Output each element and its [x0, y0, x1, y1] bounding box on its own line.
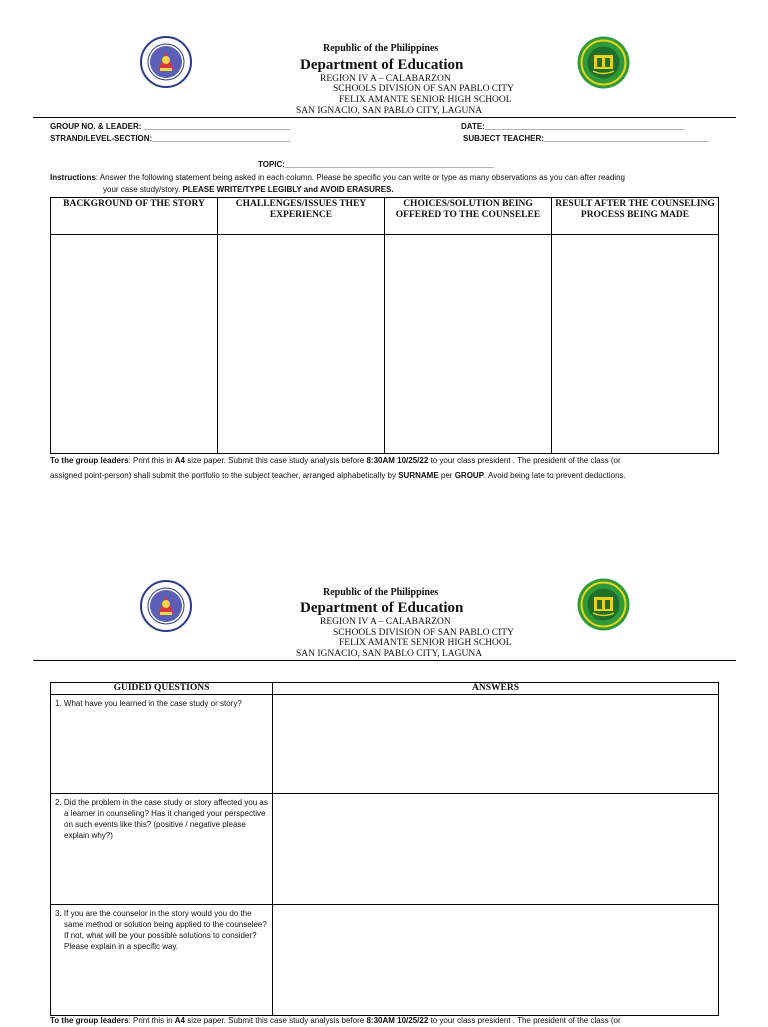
department-title: Department of Education	[300, 600, 464, 616]
question-2: 2. Did the problem in the case study or story affected you as a learner in counseling? Has it changed your perspective on such events like this? (positive / negative please explain why?)	[55, 798, 268, 840]
question-1: 1. What have you learned in the case study or story?	[55, 699, 242, 708]
group-leader-field[interactable]: GROUP NO. & LEADER: _________________________________	[50, 122, 291, 131]
answer-cell-challenges[interactable]	[218, 235, 385, 454]
footer-lead: To the group leaders	[50, 456, 129, 465]
answer-1-cell[interactable]	[273, 695, 719, 794]
subject-teacher-field[interactable]: SUBJECT TEACHER:_____________________________________	[463, 134, 709, 143]
footer-text: to your class president . The president of the class (or	[428, 456, 621, 465]
instructions-bold: PLEASE WRITE/TYPE LEGIBLY and AVOID ERASURES.	[182, 185, 394, 194]
school-text: FELIX AMANTE SENIOR HIGH SCHOOL	[339, 95, 512, 105]
case-study-table	[50, 197, 719, 454]
question-2-cell	[51, 794, 273, 905]
question-3: 3. If you are the counselor in the story would you do the same method or solution being applied to the counselee? If not, what will be your possible solutions to consider? Please explain in a specific way.	[55, 909, 267, 951]
answer-3-cell[interactable]	[273, 905, 719, 1016]
deped-seal-icon	[140, 36, 192, 88]
answer-2-cell[interactable]	[273, 794, 719, 905]
footer-text: assigned point-person) shall submit the portfolio to the subject teacher, arranged alphabetically by	[50, 471, 399, 480]
footer-bold: A4	[174, 1016, 186, 1025]
footer-lead: To the group leaders	[50, 1016, 129, 1025]
department-title: Department of Education	[300, 57, 464, 73]
footer-text: : Print this in	[128, 456, 175, 465]
division-text: SCHOOLS DIVISION OF SAN PABLO CITY	[333, 628, 514, 638]
address-text: SAN IGNACIO, SAN PABLO CITY, LAGUNA	[296, 106, 483, 116]
instructions-label: Instructions	[50, 173, 96, 182]
header-divider	[33, 117, 736, 118]
footer-text: : Print this in	[128, 1016, 175, 1025]
strand-section-field[interactable]: STRAND/LEVEL-SECTION:_______________________________	[50, 134, 291, 143]
question-1-cell	[51, 695, 273, 794]
answer-cell-background[interactable]	[51, 235, 218, 454]
address-text: SAN IGNACIO, SAN PABLO CITY, LAGUNA	[296, 649, 483, 659]
region-text: REGION IV A – CALABARZON	[320, 74, 451, 84]
col-header-challenges: CHALLENGES/ISSUES THEY EXPERIENCE	[218, 198, 385, 235]
republic-text: Republic of the Philippines	[323, 43, 439, 54]
question-3-cell	[51, 905, 273, 1016]
school-seal-icon	[577, 578, 630, 631]
instructions-text-1: : Answer the following statement being asked in each column. Please be specific you can write or type as many observations as you can after reading	[95, 173, 625, 182]
division-text: SCHOOLS DIVISION OF SAN PABLO CITY	[333, 84, 514, 94]
footer-text: per	[438, 471, 455, 480]
col-header-result: RESULT AFTER THE COUNSELING PROCESS BEING MADE	[552, 198, 719, 235]
header-divider	[33, 660, 736, 661]
answer-cell-result[interactable]	[552, 235, 719, 454]
col-header-questions: GUIDED QUESTIONS	[51, 683, 273, 695]
footer-bold: A4	[174, 456, 186, 465]
school-seal-icon	[577, 36, 630, 89]
col-header-background: BACKGROUND OF THE STORY	[51, 198, 218, 235]
col-header-choices: CHOICES/SOLUTION BEING OFFERED TO THE COUNSELEE	[385, 198, 552, 235]
guided-questions-table	[50, 682, 719, 1016]
instructions-text-2: your case study/story.	[103, 185, 183, 194]
footer-note-line-2	[50, 470, 626, 482]
instructions	[50, 172, 730, 184]
footer-bold: GROUP	[454, 471, 485, 480]
instructions-line-2	[103, 184, 394, 196]
footer-text: to your class president . The president of the class (or	[428, 1016, 621, 1025]
answer-cell-choices[interactable]	[385, 235, 552, 454]
footer-deadline: 8:30AM 10/25/22	[366, 1016, 429, 1025]
footer-bold: SURNAME	[398, 471, 439, 480]
deped-seal-icon	[140, 580, 192, 632]
footer-note-line-1	[50, 1015, 621, 1027]
date-field[interactable]: DATE:_____________________________________________	[461, 122, 686, 131]
school-text: FELIX AMANTE SENIOR HIGH SCHOOL	[339, 638, 512, 648]
topic-field[interactable]: TOPIC:_______________________________________________	[258, 160, 495, 169]
footer-note-line-1	[50, 455, 621, 467]
footer-text: size paper. Submit this case study analysis before	[185, 1016, 367, 1025]
republic-text: Republic of the Philippines	[323, 587, 439, 598]
region-text: REGION IV A – CALABARZON	[320, 617, 451, 627]
footer-deadline: 8:30AM 10/25/22	[366, 456, 429, 465]
footer-text: . Avoid being late to prevent deductions.	[484, 471, 626, 480]
footer-text: size paper. Submit this case study analysis before	[185, 456, 367, 465]
col-header-answers: ANSWERS	[273, 683, 719, 695]
